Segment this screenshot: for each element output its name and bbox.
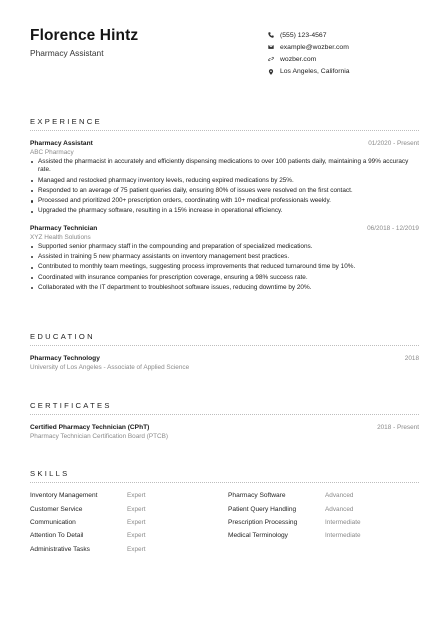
contact-phone-text: (555) 123-4567 (280, 31, 327, 39)
job-company: XYZ Health Solutions (30, 233, 91, 241)
link-icon (268, 56, 280, 62)
skill-name: Patient Query Handling (228, 505, 297, 513)
list-item: Assisted the pharmacist in accurately and efficiently dispensing medications to over 100 patients daily, maintaining a 99% accuracy rate. (30, 158, 419, 176)
skill-name: Administrative Tasks (30, 545, 90, 553)
phone-icon (268, 32, 280, 38)
location-pin-icon (268, 69, 280, 75)
experience-entry (30, 225, 419, 292)
skill-level: Expert (127, 545, 146, 553)
skill-level: Expert (127, 492, 146, 499)
job-date: 06/2018 - 12/2019 (367, 225, 419, 233)
job-date: 01/2020 - Present (368, 140, 419, 147)
experience-title: EXPERIENCE (30, 117, 102, 126)
skill-level: Intermediate (325, 532, 361, 539)
section-divider (30, 482, 419, 483)
certificate-issuer: Pharmacy Technician Certification Board (PTCB) (30, 432, 169, 440)
contact-list (268, 29, 350, 78)
list-item: Managed and restocked pharmacy inventory levels, reducing expired medications by 25%. (30, 177, 419, 186)
skill-name: Customer Service (30, 505, 83, 513)
job-bullets (30, 158, 419, 217)
job-bullets (30, 243, 419, 293)
certificate-entry (30, 424, 419, 440)
certificates-title: CERTIFICATES (30, 401, 112, 410)
degree-name: Pharmacy Technology (30, 355, 100, 362)
skills-title: SKILLS (30, 469, 70, 478)
contact-website-text[interactable]: wozber.com (280, 55, 317, 63)
list-item: Contributed to monthly team meetings, suggesting process improvements that reduced turnaround time by 10%. (30, 263, 419, 272)
school-name: University of Los Angeles - Associate of Applied Science (30, 363, 190, 371)
section-divider (30, 414, 419, 415)
job-position: Pharmacy Technician (30, 225, 98, 233)
skill-level: Advanced (325, 505, 354, 513)
candidate-role: Pharmacy Assistant (30, 48, 104, 58)
section-divider (30, 130, 419, 131)
contact-email[interactable] (268, 41, 350, 53)
certificates-section (30, 401, 419, 440)
list-item: Supported senior pharmacy staff in the compounding and preparation of specialized medications. (30, 243, 419, 252)
skill-name: Communication (30, 519, 76, 526)
experience-section (30, 117, 419, 293)
certificate-date: 2018 - Present (377, 424, 419, 431)
list-item: Upgraded the pharmacy software, resulting in a 15% increase in operational efficiency. (30, 207, 419, 216)
list-item: Responded to an average of 75 patient queries daily, ensuring 80% of issues were resolved on the first contact. (30, 187, 419, 196)
list-item: Processed and prioritized 200+ prescription orders, coordinating with 10+ medical professionals weekly. (30, 197, 419, 206)
contact-email-text[interactable]: example@wozber.com (280, 43, 349, 51)
skill-level: Intermediate (325, 519, 361, 526)
skill-name: Prescription Processing (228, 519, 298, 526)
candidate-name: Florence Hintz (30, 27, 139, 44)
skill-level: Expert (127, 532, 146, 539)
education-section (30, 332, 419, 371)
list-item: Coordinated with insurance companies for prescription coverage, ensuring a 98% success rate. (30, 274, 419, 283)
certificate-name: Certified Pharmacy Technician (CPhT) (30, 424, 150, 431)
skill-name: Medical Terminology (228, 532, 288, 539)
contact-website[interactable] (268, 53, 350, 65)
skill-name: Pharmacy Software (228, 492, 286, 499)
list-item: Assisted in training 5 new pharmacy assistants on inventory management best practices. (30, 253, 419, 262)
job-position: Pharmacy Assistant (30, 140, 93, 147)
contact-phone (268, 29, 350, 41)
education-title: EDUCATION (30, 332, 95, 341)
job-company: ABC Pharmacy (30, 148, 74, 156)
contact-location-text: Los Angeles, California (280, 68, 350, 76)
skill-level: Expert (127, 505, 146, 513)
section-divider (30, 345, 419, 346)
skill-level: Expert (127, 519, 146, 526)
skill-name: Inventory Management (30, 492, 98, 499)
skills-grid (30, 492, 419, 562)
experience-entry (30, 140, 419, 216)
envelope-icon (268, 44, 280, 50)
education-date: 2018 (404, 355, 419, 362)
skill-level: Advanced (325, 492, 354, 499)
list-item: Collaborated with the IT department to troubleshoot software issues, reducing downtime by 20%. (30, 284, 419, 293)
skills-section (30, 469, 419, 562)
contact-location (268, 66, 350, 78)
education-entry (30, 355, 419, 371)
skill-name: Attention To Detail (30, 532, 84, 539)
